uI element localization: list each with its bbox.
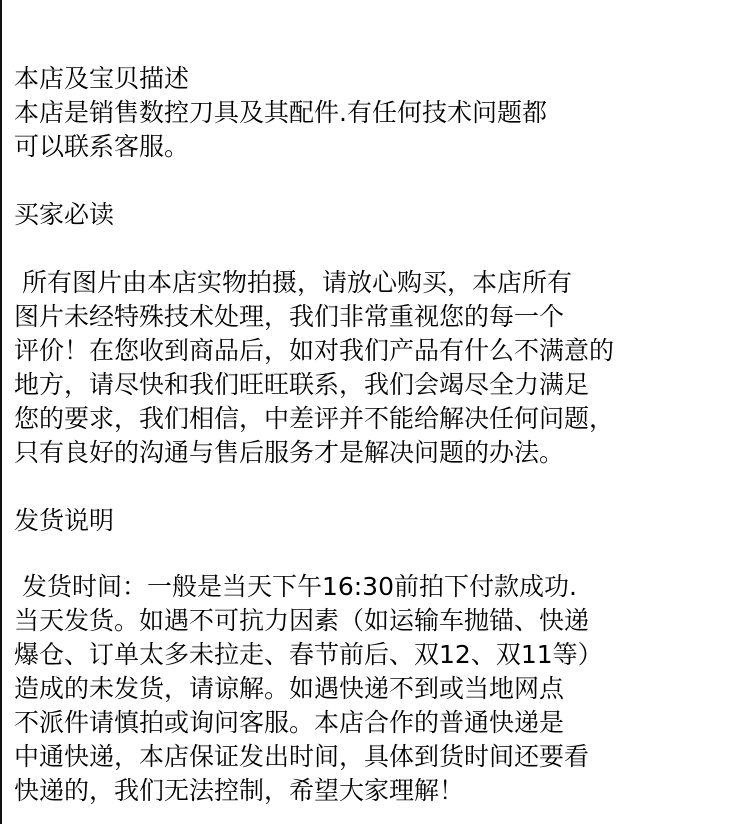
buyer-notice-line-1: 所有图片由本店实物拍摄，请放心购买，本店所有 bbox=[14, 268, 572, 297]
left-border-line bbox=[0, 0, 2, 824]
buyer-notice-line-5: 您的要求，我们相信，中差评并不能给解决任何问题， bbox=[14, 404, 615, 433]
store-description-line-2: 可以联系客服。 bbox=[14, 132, 190, 161]
buyer-notice-line-4: 地方，请尽快和我们旺旺联系，我们会竭尽全力满足 bbox=[14, 370, 590, 399]
store-description-heading: 本店及宝贝描述 bbox=[14, 64, 190, 93]
shipping-notice-line-2: 当天发货。如遇不可抗力因素（如运输车抛锚、快递 bbox=[14, 606, 590, 635]
buyer-notice-line-2: 图片未经特殊技术处理，我们非常重视您的每一个 bbox=[14, 302, 565, 331]
shipping-notice-line-3: 爆仓、订单太多未拉走、春节前后、双12、双11等） bbox=[14, 640, 603, 669]
shipping-notice-line-6: 中通快递，本店保证发出时间，具体到货时间还要看 bbox=[14, 742, 590, 771]
shipping-notice-line-7: 快递的，我们无法控制，希望大家理解！ bbox=[14, 776, 465, 805]
shipping-notice-line-1: 发货时间：一般是当天下午16:30前拍下付款成功. bbox=[14, 572, 577, 601]
shipping-notice-heading: 发货说明 bbox=[14, 506, 115, 535]
buyer-notice-line-3: 评价！在您收到商品后，如对我们产品有什么不满意的 bbox=[14, 336, 615, 365]
shipping-notice-line-5: 不派件请慎拍或询问客服。本店合作的普通快递是 bbox=[14, 708, 565, 737]
buyer-notice-heading: 买家必读 bbox=[14, 200, 115, 229]
store-description-line-1: 本店是销售数控刀具及其配件.有任何技术问题都 bbox=[14, 98, 547, 127]
shipping-notice-line-4: 造成的未发货，请谅解。如遇快递不到或当地网点 bbox=[14, 674, 565, 703]
buyer-notice-line-6: 只有良好的沟通与售后服务才是解决问题的办法。 bbox=[14, 438, 565, 467]
